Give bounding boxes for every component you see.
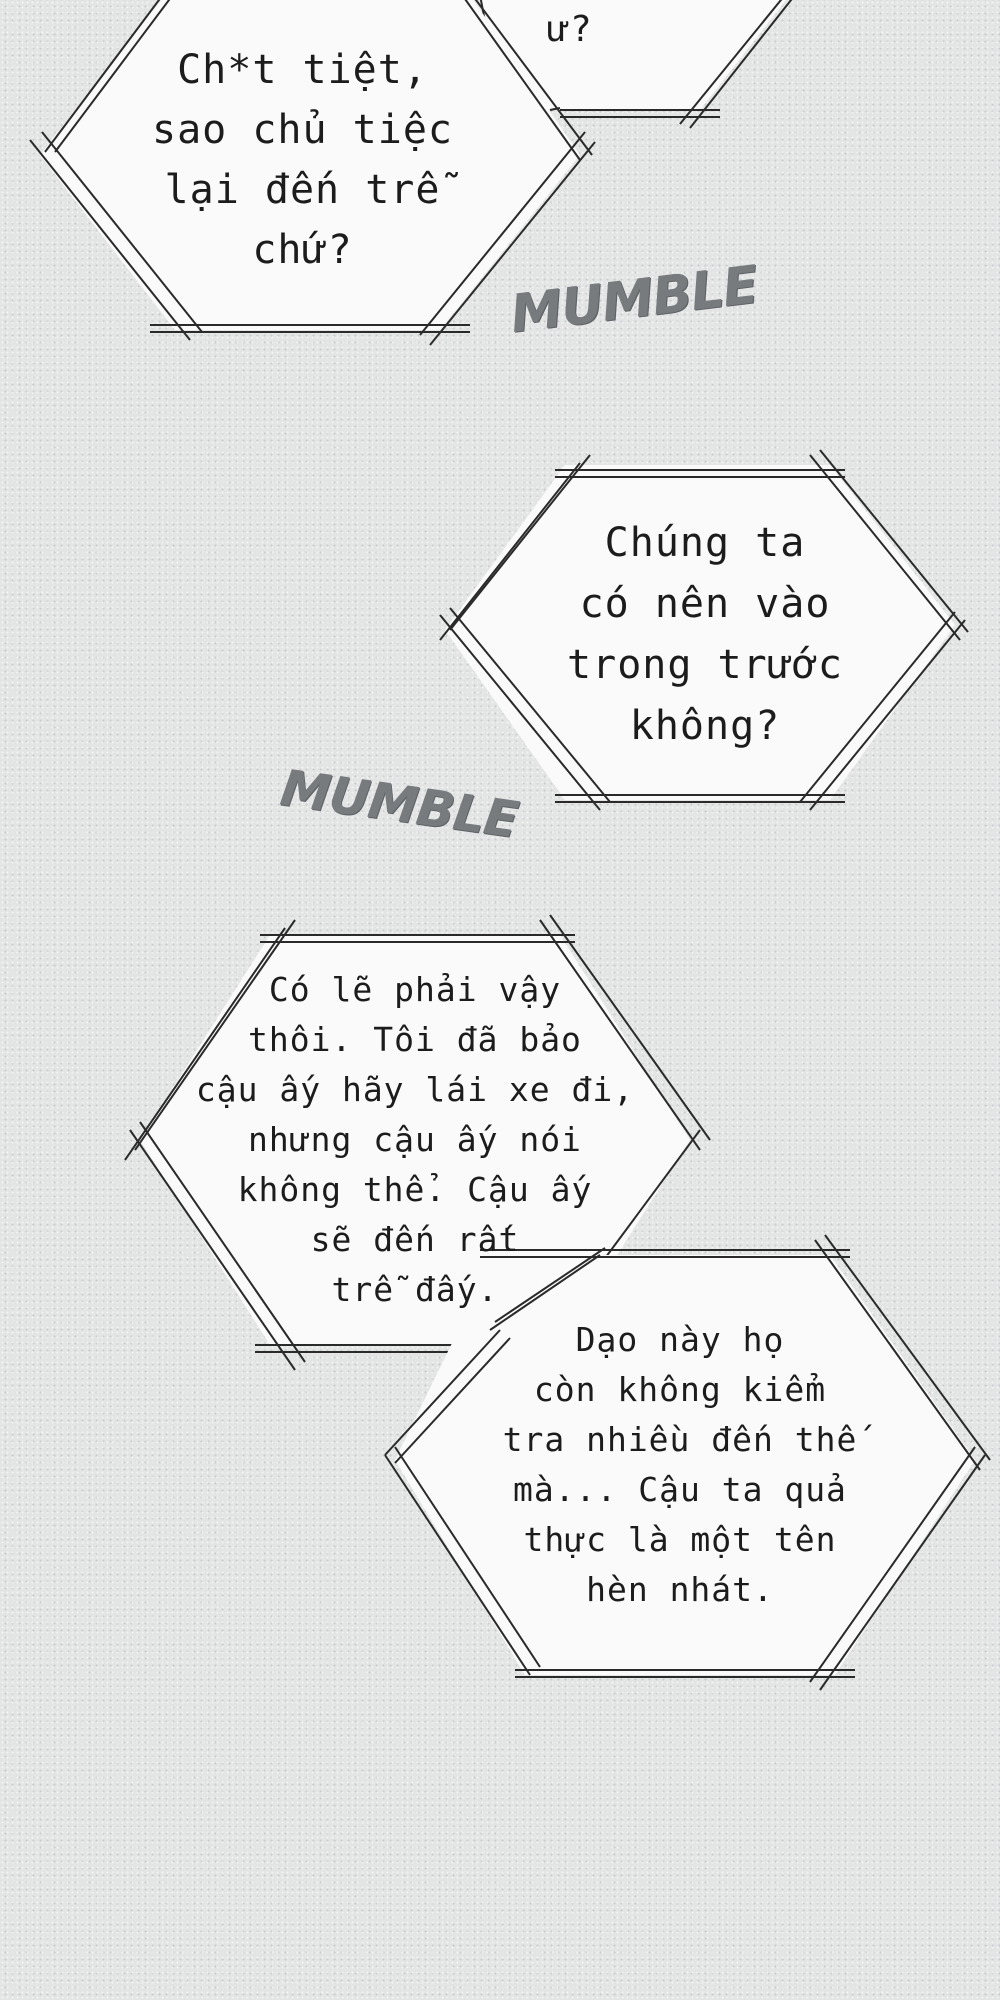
sfx-mumble-1: MUMBLE <box>507 255 761 345</box>
bubble-line: Ch*t tiệt, <box>177 47 428 93</box>
bubble-line: mà... Cậu ta quả <box>513 1470 847 1509</box>
bubble-line: Chúng ta <box>604 520 806 566</box>
bubble-line: trong trước <box>567 642 843 688</box>
bubble-text-host-late <box>115 30 490 290</box>
bubble-text-go-in-first <box>530 510 880 760</box>
bubble-line: cậu ấy hãy lái xe đi, <box>195 1070 635 1109</box>
bubble-line: có nên vào <box>579 581 831 627</box>
bubble-line: thôi. Tôi đã bảo <box>248 1020 582 1059</box>
bubble-text-coward <box>470 1315 890 1615</box>
bubble-line: sao chủ tiệc <box>152 107 453 153</box>
bubble-line: nhưng cậu ấy nói <box>248 1120 582 1159</box>
bubble-line: Dạo này họ <box>575 1320 785 1359</box>
bubble-line: trễ đấy. <box>331 1270 499 1309</box>
bubble-line: sẽ đến rất <box>310 1220 520 1259</box>
bubble-text-probably-so <box>195 965 635 1315</box>
bubble-line: không thể. Cậu ấy <box>237 1170 593 1209</box>
bubble-text-partial-top <box>520 0 620 60</box>
bubble-line: Có lẽ phải vậy <box>268 970 562 1009</box>
bubble-line: hèn nhát. <box>586 1570 774 1609</box>
bubble-line: tra nhiều đến thế <box>502 1420 858 1459</box>
bubble-line: thực là một tên <box>523 1520 837 1559</box>
bubble-line: không? <box>629 703 781 749</box>
bubble-line: chứ? <box>252 227 353 273</box>
bubble-line: lại đến trễ <box>164 167 441 213</box>
bubble-line: ư? <box>547 9 593 50</box>
sfx-mumble-2: MUMBLE <box>277 758 522 850</box>
bubble-line: còn không kiểm <box>533 1370 827 1409</box>
